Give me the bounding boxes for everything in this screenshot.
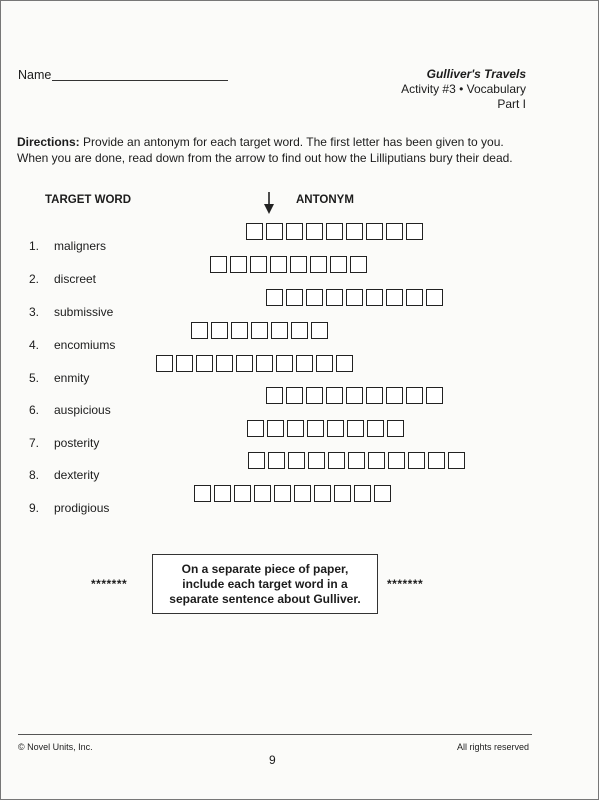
letter-box[interactable] [270,256,287,273]
item-number: 3. [29,305,40,319]
part-label: Part I [497,97,526,111]
target-word-item [29,272,96,286]
letter-box[interactable] [194,485,211,502]
letter-box[interactable] [386,223,403,240]
copyright: © Novel Units, Inc. [18,742,93,752]
letter-box[interactable] [247,420,264,437]
letter-box[interactable] [354,485,371,502]
letter-box[interactable] [314,485,331,502]
letter-box[interactable] [286,387,303,404]
letter-box[interactable] [216,355,233,372]
letter-box[interactable] [326,289,343,306]
letter-box[interactable] [408,452,425,469]
letter-box[interactable] [334,485,351,502]
letter-box[interactable] [386,289,403,306]
letter-box[interactable] [211,322,228,339]
letter-box[interactable] [296,355,313,372]
letter-box[interactable] [306,289,323,306]
footer-rule [18,734,532,735]
letter-box[interactable] [366,223,383,240]
letter-box[interactable] [327,420,344,437]
letter-box[interactable] [276,355,293,372]
letter-box[interactable] [236,355,253,372]
target-word: posterity [54,436,100,450]
name-field-line [52,80,228,81]
letter-box[interactable] [288,452,305,469]
item-number: 7. [29,436,40,450]
target-word: discreet [54,272,97,286]
item-number: 4. [29,338,40,352]
stars-right: ******* [387,577,424,591]
letter-box[interactable] [308,452,325,469]
letter-box[interactable] [386,387,403,404]
target-word: submissive [54,305,114,319]
letter-box[interactable] [290,256,307,273]
target-word-item [29,371,89,385]
letter-box[interactable] [250,256,267,273]
target-word-item [29,436,99,450]
letter-box[interactable] [346,223,363,240]
letter-box[interactable] [367,420,384,437]
letter-box[interactable] [156,355,173,372]
letter-box[interactable] [311,322,328,339]
letter-box[interactable] [406,223,423,240]
letter-box[interactable] [330,256,347,273]
activity-label: Activity #3 • Vocabulary [401,82,526,96]
letter-box[interactable] [267,420,284,437]
letter-box[interactable] [348,452,365,469]
letter-box[interactable] [374,485,391,502]
letter-box[interactable] [248,452,265,469]
target-word: dexterity [54,468,100,482]
letter-box[interactable] [306,223,323,240]
letter-box[interactable] [366,387,383,404]
book-title: Gulliver's Travels [426,67,526,81]
target-word: encomiums [54,338,116,352]
letter-box[interactable] [291,322,308,339]
letter-box[interactable] [246,223,263,240]
target-word-item [29,239,106,253]
letter-box[interactable] [214,485,231,502]
letter-box[interactable] [310,256,327,273]
name-label: Name [18,68,52,82]
antonym-answer-boxes[interactable] [248,452,468,469]
letter-box[interactable] [328,452,345,469]
antonym-answer-boxes[interactable] [156,355,356,372]
target-word: prodigious [54,501,110,515]
letter-box[interactable] [366,289,383,306]
directions [17,134,517,167]
letter-box[interactable] [231,322,248,339]
letter-box[interactable] [336,355,353,372]
letter-box[interactable] [176,355,193,372]
letter-box[interactable] [268,452,285,469]
letter-box[interactable] [266,289,283,306]
letter-box[interactable] [406,289,423,306]
item-number: 6. [29,403,40,417]
letter-box[interactable] [230,256,247,273]
item-number: 2. [29,272,40,286]
instruction-line-2: include each target word in a [182,576,348,591]
down-arrow-icon [263,191,275,220]
letter-box[interactable] [448,452,465,469]
rights-reserved: All rights reserved [457,742,530,752]
letter-box[interactable] [426,289,443,306]
letter-box[interactable] [350,256,367,273]
letter-box[interactable] [306,387,323,404]
letter-box[interactable] [326,387,343,404]
letter-box[interactable] [326,223,343,240]
target-word: auspicious [54,403,111,417]
antonym-answer-boxes[interactable] [246,223,426,240]
letter-box[interactable] [251,322,268,339]
instruction-box [152,554,378,614]
target-word-header: TARGET WORD [45,194,132,206]
instruction-line-3: separate sentence about Gulliver. [169,591,361,606]
item-number: 9. [29,501,40,515]
letter-box[interactable] [254,485,271,502]
antonym-answer-boxes[interactable] [210,256,370,273]
antonym-header: ANTONYM [296,194,354,206]
letter-box[interactable] [256,355,273,372]
directions-text: Provide an antonym for each target word. The first letter has been given to you. When you are done, read down from the arrow to find out how the Lilliputians bury their dead. [17,135,513,166]
instruction-line-1: On a separate piece of paper, [181,561,349,576]
letter-box[interactable] [234,485,251,502]
antonym-answer-boxes[interactable] [266,387,446,404]
letter-box[interactable] [266,387,283,404]
letter-box[interactable] [287,420,304,437]
letter-box[interactable] [274,485,291,502]
target-word-item [29,305,113,319]
letter-box[interactable] [426,387,443,404]
letter-box[interactable] [368,452,385,469]
target-word: maligners [54,239,107,253]
letter-box[interactable] [406,387,423,404]
antonym-answer-boxes[interactable] [266,289,446,306]
letter-box[interactable] [346,387,363,404]
item-number: 1. [29,239,40,253]
letter-box[interactable] [388,452,405,469]
letter-box[interactable] [307,420,324,437]
letter-box[interactable] [266,223,283,240]
target-word: enmity [54,371,90,385]
item-number: 8. [29,468,40,482]
letter-box[interactable] [347,420,364,437]
antonym-answer-boxes[interactable] [194,485,394,502]
stars-left: ******* [91,577,128,591]
letter-box[interactable] [316,355,333,372]
letter-box[interactable] [271,322,288,339]
letter-box[interactable] [210,256,227,273]
letter-box[interactable] [294,485,311,502]
page-number: 9 [269,753,276,767]
letter-box[interactable] [286,289,303,306]
target-word-item [29,501,109,515]
antonym-answer-boxes[interactable] [191,322,331,339]
antonym-answer-boxes[interactable] [247,420,407,437]
target-word-item [29,403,111,417]
letter-box[interactable] [346,289,363,306]
target-word-item [29,338,115,352]
letter-box[interactable] [191,322,208,339]
item-number: 5. [29,371,40,385]
letter-box[interactable] [196,355,213,372]
letter-box[interactable] [428,452,445,469]
directions-label: Directions: [17,135,80,149]
target-word-item [29,468,99,482]
letter-box[interactable] [286,223,303,240]
letter-box[interactable] [387,420,404,437]
